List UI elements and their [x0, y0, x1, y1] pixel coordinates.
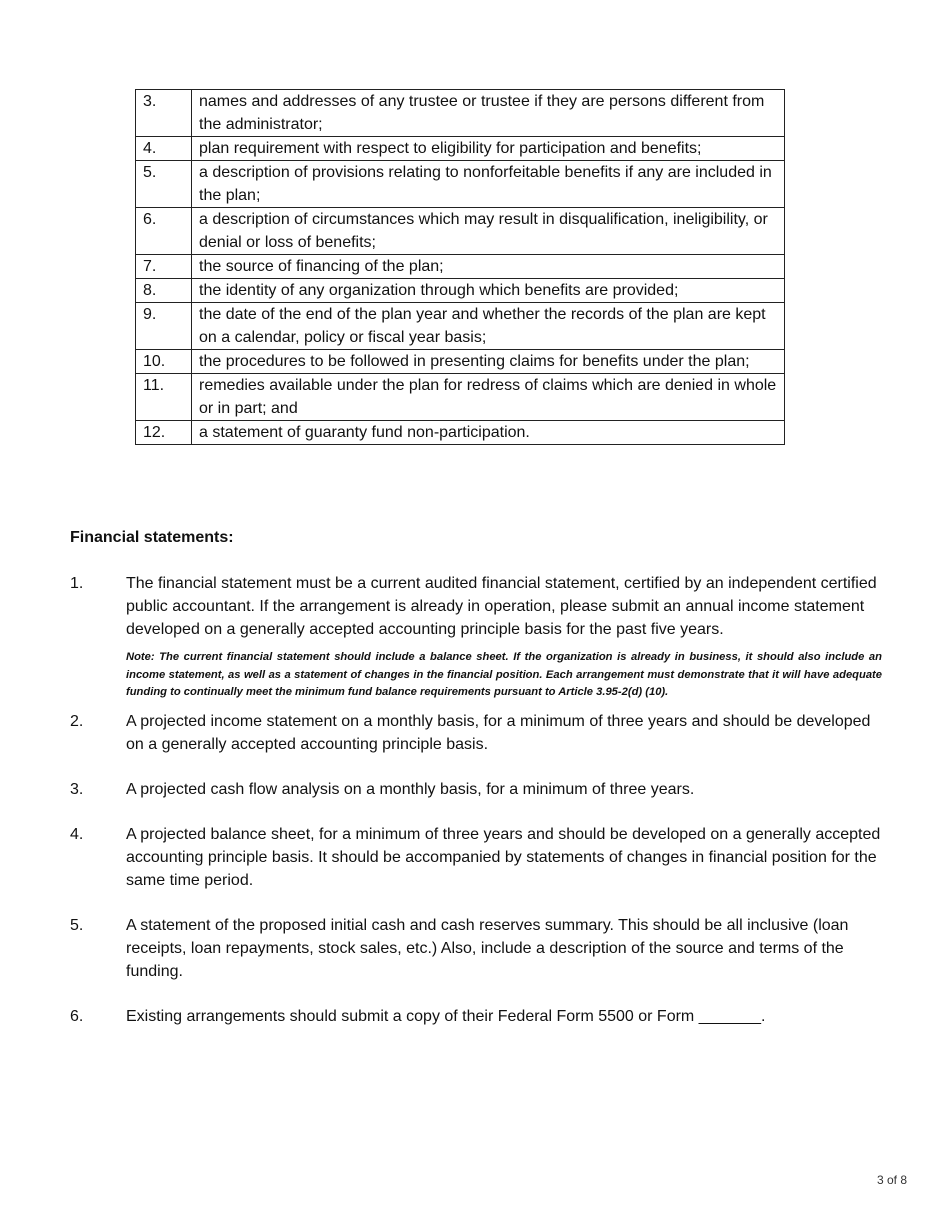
list-item — [70, 914, 882, 983]
item-number: 5. — [70, 916, 84, 934]
item-text: A projected income statement on a monthly basis, for a minimum of three years and should be developed on a generally accepted accounting principle basis. — [126, 712, 871, 753]
row-text: a statement of guaranty fund non-participation. — [192, 421, 785, 445]
item-text: A statement of the proposed initial cash and cash reserves summary. This should be all inclusive (loan receipts, loan repayments, stock sales, etc.) Also, include a description of the source and terms of the funding. — [126, 916, 849, 980]
item-text: Existing arrangements should submit a copy of their Federal Form 5500 or Form _______. — [126, 1007, 766, 1025]
section-title: Financial statements: — [70, 529, 234, 546]
row-text: remedies available under the plan for redress of claims which are denied in whole or in part; and — [192, 374, 785, 421]
row-text: a description of circumstances which may result in disqualification, ineligibility, or denial or loss of benefits; — [192, 208, 785, 255]
list-item — [70, 572, 882, 641]
table-row — [136, 374, 785, 421]
table-row — [136, 90, 785, 137]
row-text: names and addresses of any trustee or trustee if they are persons different from the administrator; — [192, 90, 785, 137]
list-item — [70, 1005, 882, 1028]
item-text: The financial statement must be a current audited financial statement, certified by an independent certified public accountant. If the arrangement is already in operation, please submit an annual income statement developed on a generally accepted accounting principle basis for the past five years. — [126, 575, 877, 638]
table-row — [136, 421, 785, 445]
table-row — [136, 303, 785, 350]
table-row — [136, 279, 785, 303]
row-text: the procedures to be followed in presenting claims for benefits under the plan; — [192, 350, 785, 374]
item-text: A projected balance sheet, for a minimum of three years and should be developed on a generally accepted accounting principle basis. It should be accompanied by statements of changes in financial position for the same time period. — [126, 825, 881, 889]
financial-statements-list — [70, 572, 882, 1028]
table-row — [136, 161, 785, 208]
requirements-table — [135, 89, 785, 445]
row-text: the date of the end of the plan year and whether the records of the plan are kept on a calendar, policy or fiscal year basis; — [192, 303, 785, 350]
row-number: 7. — [136, 255, 192, 279]
list-item — [70, 823, 882, 892]
row-number: 12. — [136, 421, 192, 445]
page-number: 3 of 8 — [876, 1173, 907, 1187]
row-number: 3. — [136, 90, 192, 137]
item-number: 4. — [70, 825, 84, 843]
item-number: 3. — [70, 780, 84, 798]
table-row — [136, 208, 785, 255]
item-number: 6. — [70, 1007, 84, 1025]
table-row — [136, 255, 785, 279]
row-number: 9. — [136, 303, 192, 350]
row-text: the identity of any organization through which benefits are provided; — [192, 279, 785, 303]
row-text: the source of financing of the plan; — [192, 255, 785, 279]
row-number: 8. — [136, 279, 192, 303]
row-number: 10. — [136, 350, 192, 374]
list-item — [70, 710, 882, 756]
row-text: a description of provisions relating to nonforfeitable benefits if any are included in the plan; — [192, 161, 785, 208]
item-text: A projected cash flow analysis on a monthly basis, for a minimum of three years. — [126, 780, 695, 798]
row-number: 4. — [136, 137, 192, 161]
row-number: 5. — [136, 161, 192, 208]
item-number: 1. — [70, 575, 84, 592]
item-number: 2. — [70, 712, 84, 730]
note-paragraph: Note: The current financial statement should include a balance sheet. If the organization is already in business, it should also include an income statement, as well as a statement of changes in the financial position. Each arrangement must demonstrate that it will have adequate funding to continually meet the minimum fund balance requirements pursuant to Article 3.95-2(d) (10). — [126, 651, 882, 698]
table-row — [136, 350, 785, 374]
list-item — [70, 778, 882, 801]
row-number: 6. — [136, 208, 192, 255]
row-number: 11. — [136, 374, 192, 421]
row-text: plan requirement with respect to eligibility for participation and benefits; — [192, 137, 785, 161]
table-row — [136, 137, 785, 161]
